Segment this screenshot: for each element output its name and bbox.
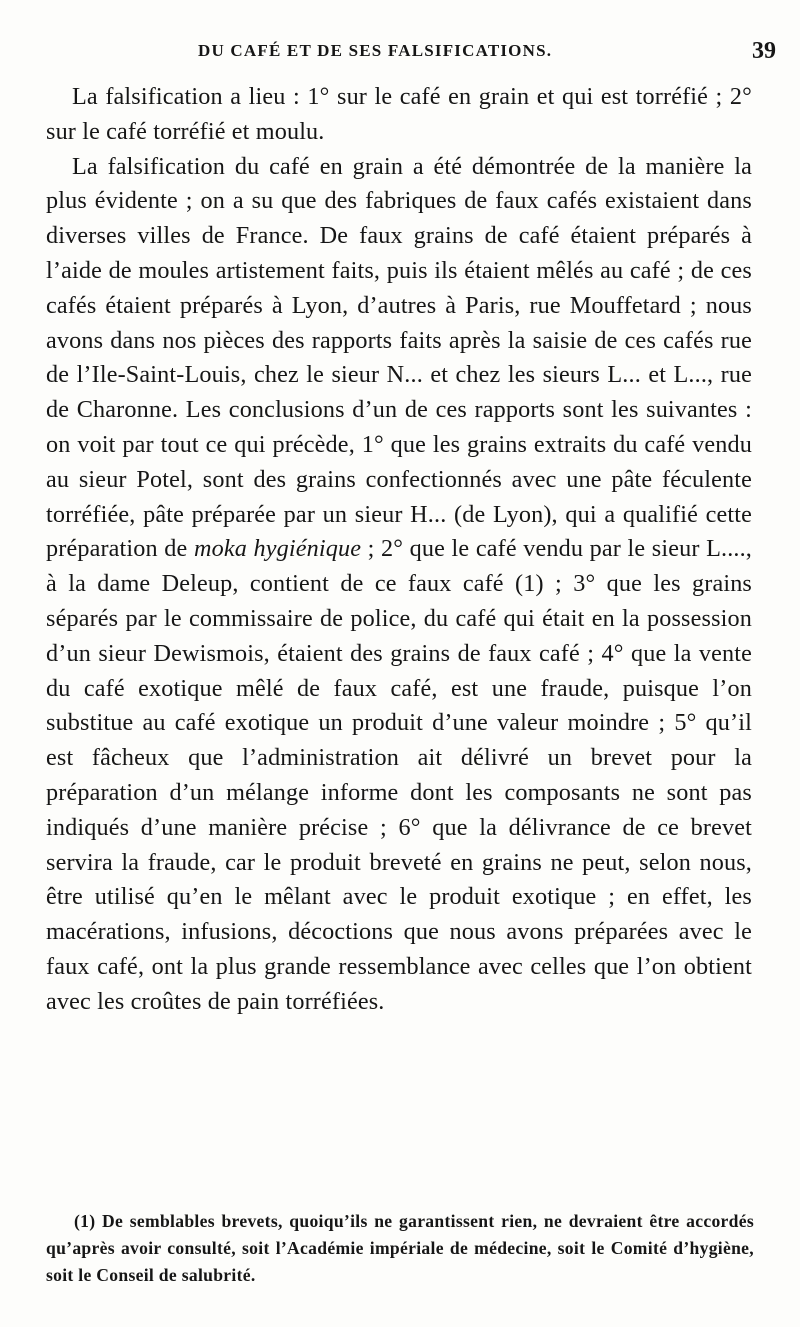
page-header — [46, 38, 776, 68]
paragraph-1: La falsification a lieu : 1° sur le café en grain et qui est torréfié ; 2° sur le café torréfié et moulu. — [46, 83, 752, 145]
paragraph-2 — [46, 150, 752, 1020]
paragraph-2-italic-term: moka hygiénique — [193, 535, 362, 563]
main-text — [46, 80, 752, 1020]
page-number: 39 — [752, 38, 776, 64]
running-head: DU CAFÉ ET DE SES FALSIFICATIONS. — [198, 41, 553, 60]
footnote: (1) De semblables brevets, quoiqu’ils ne garantissent rien, ne devraient être accordés qu’après avoir consulté, soit l’Académie impériale de médecine, soit le Comité d’hygiène, soit le Conseil de salubrité. — [46, 1211, 754, 1285]
paragraph-2-text-b: ; 2° que le café vendu par le sieur L...., à la dame Deleup, contient de ce faux café (1) ; 3° que les grains séparés par le commissaire de police, du café qui était en la possession d’un sieur Dewismois, étaient des grains de faux café ; 4° que la vente du café exotique mêlé de faux café, est une fraude, puisque l’on substitue au café exotique un produit d’une valeur moindre ; 5° qu’il est fâcheux que l’administration ait délivré un brevet pour la préparation d’un mélange informe dont les composants ne sont pas indiqués d’une manière précise ; 6° que la délivrance de ce brevet servira la fraude, car le produit breveté en grains ne peut, selon nous, être utilisé qu’en le mêlant avec le produit exotique ; en effet, les macérations, infusions, décoctions que nous avons préparées avec le faux café, ont la plus grande ressemblance avec celles que l’on obtient avec les croûtes de pain torréfiées. — [46, 535, 752, 1015]
paragraph-2-text-a: La falsification du café en grain a été démontrée de la manière la plus évidente ; on a su que des fabriques de faux cafés existaient dans diverses villes de France. De faux grains de café étaient préparés à l’aide de moules artistement faits, puis ils étaient mêlés au café ; de ces cafés étaient préparés à Lyon, d’autres à Paris, rue Mouffetard ; nous avons dans nos pièces des rapports faits après la saisie de ces cafés rue de l’Ile-Saint-Louis, chez le sieur N... et chez les sieurs L... et L..., rue de Charonne. Les conclusions d’un de ces rapports sont les suivantes : on voit par tout ce qui précède, 1° que les grains extraits du café vendu au sieur Potel, sont des grains confectionnés avec une pâte féculente torréfiée, pâte préparée par un sieur H... (de Lyon), qui a qualifié cette préparation de — [46, 152, 752, 563]
footnote-block — [46, 1208, 754, 1289]
